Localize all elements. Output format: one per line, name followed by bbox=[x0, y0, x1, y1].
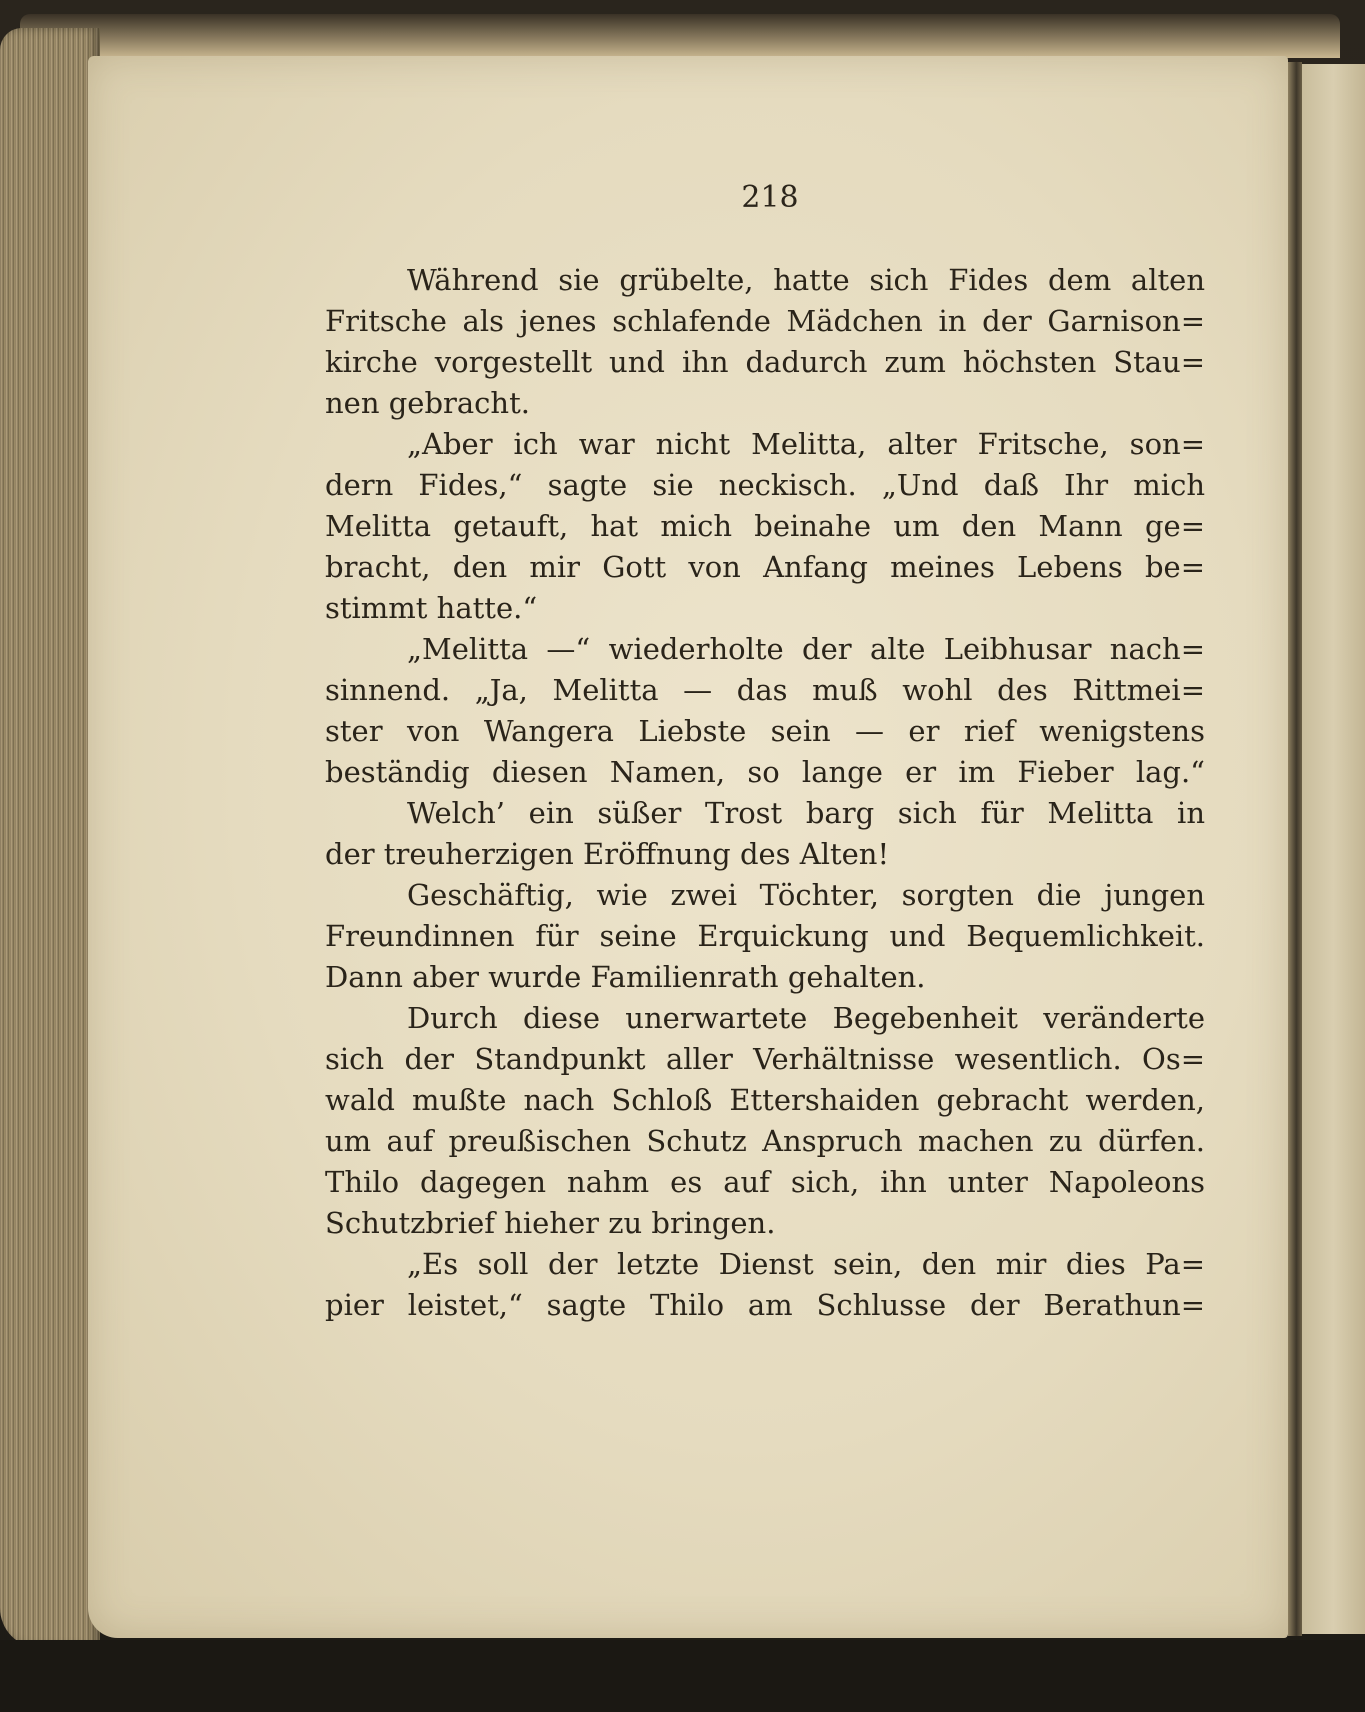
text-line: sinnend. „Ja, Melitta — das muß wohl des Rittmei= bbox=[325, 673, 1205, 707]
text-line: Fritsche als jenes schlafende Mädchen in der Garnison= bbox=[325, 304, 1205, 338]
text-line: kirche vorgestellt und ihn dadurch zum höchsten Stau= bbox=[325, 345, 1205, 379]
text-line: Schutzbrief hieher zu bringen. bbox=[325, 1206, 776, 1240]
text-line: Geschäftig, wie zwei Töchter, sorgten die jungen bbox=[407, 878, 1205, 912]
text-line: der treuherzigen Eröffnung des Alten! bbox=[325, 837, 890, 871]
book-gutter bbox=[1288, 62, 1302, 1636]
text-line: Durch diese unerwartete Begebenheit veränderte bbox=[407, 1001, 1205, 1035]
facing-page-edge bbox=[1302, 64, 1365, 1634]
text-line: ster von Wangera Liebste sein — er rief wenigstens bbox=[325, 714, 1205, 748]
text-line: um auf preußischen Schutz Anspruch machen zu dürfen. bbox=[325, 1124, 1205, 1158]
text-line: Während sie grübelte, hatte sich Fides dem alten bbox=[407, 263, 1205, 297]
text-line: nen gebracht. bbox=[325, 386, 530, 420]
text-line: pier leistet,“ sagte Thilo am Schlusse der Berathun= bbox=[325, 1288, 1205, 1322]
book-top-edge bbox=[20, 14, 1340, 58]
body-text bbox=[325, 260, 1205, 1326]
text-line: „Es soll der letzte Dienst sein, den mir dies Pa= bbox=[407, 1247, 1205, 1281]
text-line: beständig diesen Namen, so lange er im Fieber lag.“ bbox=[325, 755, 1205, 789]
text-line: „Aber ich war nicht Melitta, alter Fritsche, son= bbox=[407, 427, 1205, 461]
text-line: Dann aber wurde Familienrath gehalten. bbox=[325, 960, 926, 994]
scan-background bbox=[0, 1640, 1365, 1712]
book-page-edges bbox=[0, 28, 100, 1648]
page-number: 218 bbox=[741, 180, 799, 215]
text-line: bracht, den mir Gott von Anfang meines Lebens be= bbox=[325, 550, 1205, 584]
text-line: Thilo dagegen nahm es auf sich, ihn unter Napoleons bbox=[325, 1165, 1205, 1199]
text-line: sich der Standpunkt aller Verhältnisse wesentlich. Os= bbox=[325, 1042, 1205, 1076]
text-line: Freundinnen für seine Erquickung und Bequemlichkeit. bbox=[325, 919, 1205, 953]
text-line: wald mußte nach Schloß Ettershaiden gebracht werden, bbox=[325, 1083, 1205, 1117]
text-line: dern Fides,“ sagte sie neckisch. „Und daß Ihr mich bbox=[325, 468, 1205, 502]
text-line: Melitta getauft, hat mich beinahe um den Mann ge= bbox=[325, 509, 1205, 543]
text-line: „Melitta —“ wiederholte der alte Leibhusar nach= bbox=[407, 632, 1205, 666]
text-line: Welch’ ein süßer Trost barg sich für Melitta in bbox=[407, 796, 1205, 830]
text-line: stimmt hatte.“ bbox=[325, 591, 538, 625]
